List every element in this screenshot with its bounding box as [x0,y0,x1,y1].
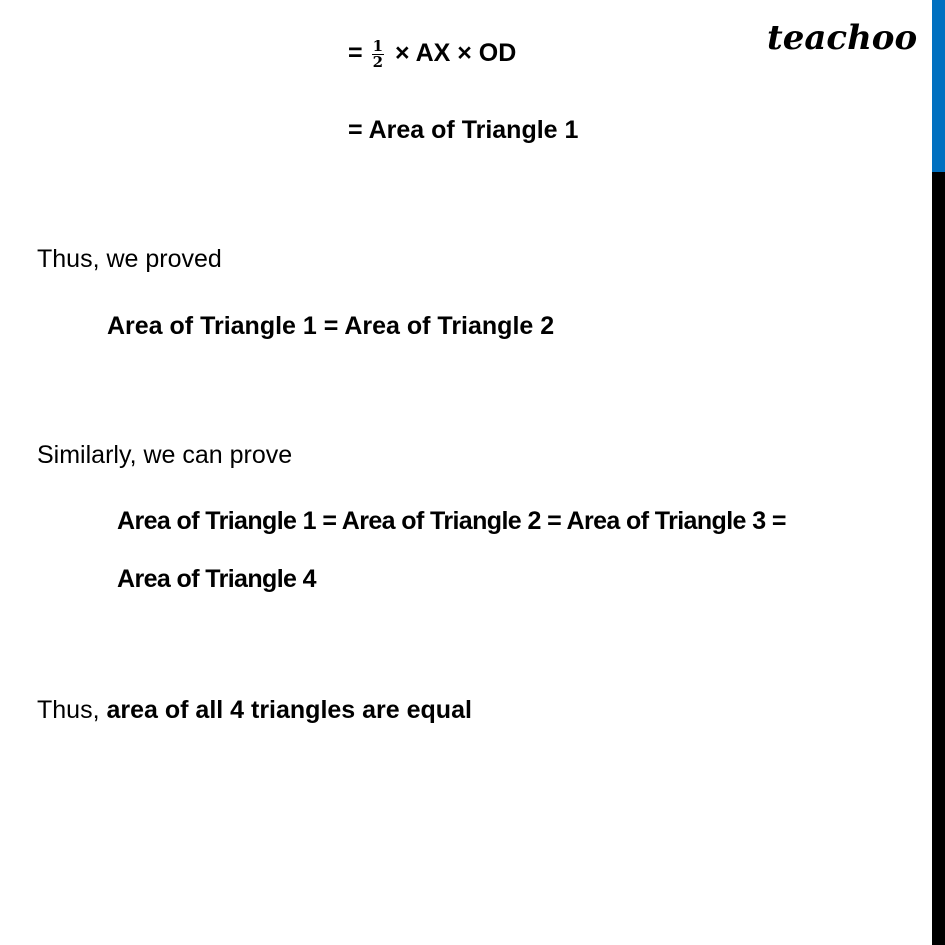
conclusion [37,695,472,725]
side-strip-black [932,172,945,945]
conclusion-prefix: Thus, [37,696,107,724]
proved-statement: Area of Triangle 1 = Area of Triangle 2 [107,312,555,340]
similar-statement-line2: Area of Triangle 4 [117,565,316,593]
fraction-one-half [372,36,384,71]
equation-area-triangle-1: = Area of Triangle 1 [348,116,579,144]
fraction-numerator: 1 [372,36,383,55]
similar-statement-line1: Area of Triangle 1 = Area of Triangle 2 = Area of Triangle 3 = [117,507,786,535]
conclusion-bold: area of all 4 triangles are equal [106,696,472,724]
fraction-denominator: 2 [372,52,383,71]
side-strip-blue [932,0,945,172]
equation-rest: × AX × OD [394,39,517,67]
similarly-text: Similarly, we can prove [37,441,293,469]
thus-we-proved-text: Thus, we proved [37,245,222,273]
equals-sign: = [348,39,363,67]
equation-half-ax-od [348,38,516,70]
teachoo-logo: teachoo [767,18,918,58]
